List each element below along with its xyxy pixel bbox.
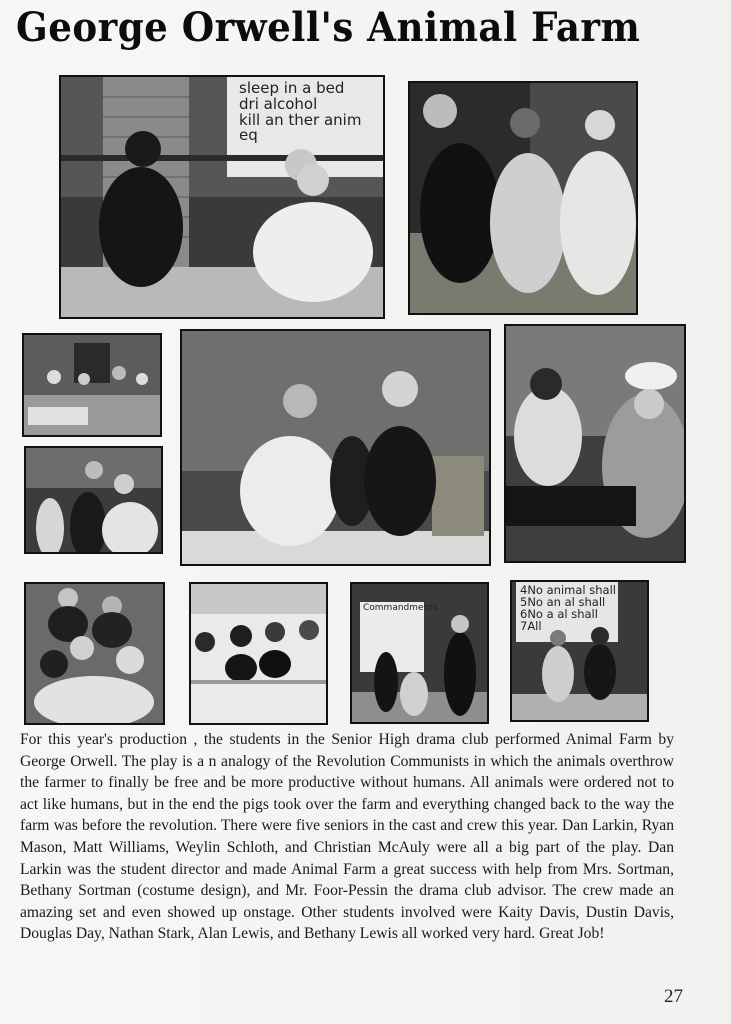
photo-backstage-group (22, 333, 162, 437)
article-caption: For this year's production , the students in the Senior High drama club performed Animal Farm by George Orwell. The play is a n analogy of the Revolution Communists in which the animals overthrow the farmer to finally be free and be more productive without humans. All animals were ordered not to act like humans, but in the end the pigs took over the farm and everything changed back to the way the farm was before the revolution. There were five seniors in the cast and crew this year. Dan Larkin, Ryan Mason, Matt Williams, Weylin Schloth, and Christian McAuly were all a big part of the play. Dan Larkin was the student director and made Animal Farm a great success with help from Mrs. Sortman, Bethany Sortman (costume design), and Mr. Foor-Pessin the drama club advisor. The crew made an amazing set and even showed up onstage. Other students involved were Kaity Davis, Dustin Davis, Douglas Day, Nathan Stark, Alan Lewis, and Bethany Lewis all worked very hard. Great Job! (20, 731, 674, 943)
photo-farmer-seated (504, 324, 686, 563)
stage-sign-commandments: sleep in a bed dri alcohol kill an ther anim eq (239, 79, 362, 145)
photo-crawling-actors (180, 329, 491, 566)
photo-group-portrait (24, 582, 165, 725)
seven-commandments-sign: 4No animal shall 5No an al shall 6No a al shall 7All (520, 583, 616, 634)
page-title: George Orwell's Animal Farm (16, 4, 641, 51)
photo-commandments-scene (350, 582, 489, 724)
photo-audience-girls (189, 582, 328, 725)
photo-stage-animals-sitting (59, 75, 385, 319)
commandments-sign: Commandments (363, 603, 438, 613)
photo-three-actors-hay (408, 81, 638, 315)
photo-seven-commandments-board (510, 580, 649, 722)
page-number: 27 (664, 986, 683, 1007)
photo-cast-hallway (24, 446, 163, 554)
